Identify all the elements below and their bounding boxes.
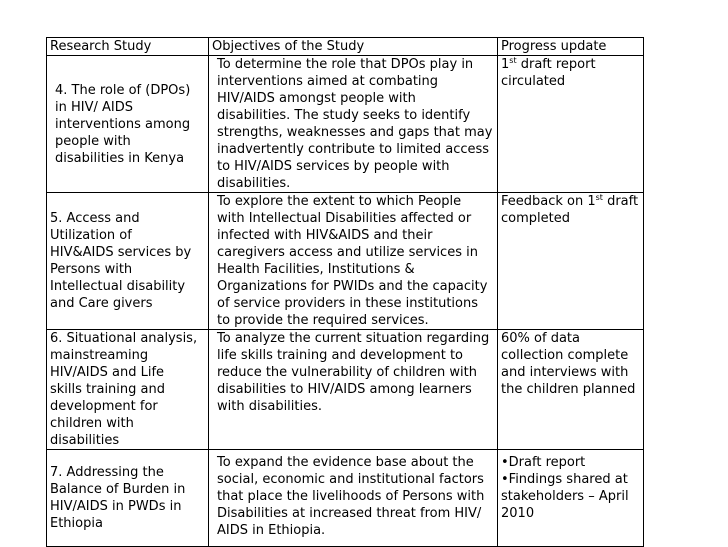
study-line: skills training and — [50, 382, 165, 397]
study-line: Utilization of — [50, 228, 132, 243]
study-cell — [47, 56, 209, 193]
progress-line: collection complete — [501, 348, 629, 363]
study-line: disabilities in Kenya — [55, 150, 185, 166]
study-line: mainstreaming — [50, 348, 149, 363]
progress-cell — [498, 330, 644, 450]
progress-line: the children planned — [501, 382, 636, 397]
study-line: Balance of Burden in — [50, 482, 186, 497]
objective-line: to HIV/AIDS services by people with — [217, 159, 450, 174]
objective-line: inadvertently contribute to limited access — [217, 142, 490, 157]
objective-line: infected with HIV&AIDS and their — [217, 228, 433, 243]
progress-prefix: 1 — [501, 57, 510, 72]
progress-prefix: Feedback on 1 — [501, 194, 596, 209]
study-line: in HIV/ AIDS — [55, 99, 133, 115]
study-line: Persons with — [50, 262, 133, 277]
objective-line: strengths, weaknesses and gaps that may — [217, 125, 493, 140]
progress-line: stakeholders – April — [501, 489, 629, 504]
objective-line: caregivers access and utilize services in — [217, 245, 478, 260]
study-cell — [47, 450, 209, 547]
objective-line: AIDS in Ethiopia. — [217, 523, 326, 538]
study-cell — [47, 330, 209, 450]
progress-line: •Findings shared at — [501, 472, 628, 487]
study-line: 4. The role of (DPOs) — [55, 82, 191, 98]
objective-line: social, economic and institutional factors — [217, 472, 484, 487]
study-line: HIV/AIDS and Life — [50, 365, 165, 380]
study-line: Intellectual disability — [50, 279, 186, 294]
progress-cell — [498, 193, 644, 330]
objective-line: reduce the vulnerability of children with — [217, 365, 477, 380]
header-objectives: Objectives of the Study — [209, 38, 498, 56]
objective-line: To expand the evidence base about the — [217, 455, 474, 470]
study-line: children with — [50, 416, 134, 431]
objective-line: Health Facilities, Institutions & — [217, 262, 415, 277]
objectives-cell — [209, 330, 498, 450]
table-row — [47, 56, 644, 193]
table-row — [47, 330, 644, 450]
header-row — [47, 38, 644, 56]
objectives-cell — [209, 56, 498, 193]
progress-line: 60% of data — [501, 331, 580, 346]
study-line: Ethiopia — [50, 516, 103, 531]
objective-line: disabilities. The study seeks to identify — [217, 108, 471, 123]
objective-line: To explore the extent to which People — [217, 194, 462, 209]
progress-suffix: draft — [602, 194, 639, 209]
objective-line: Disabilities at increased threat from HIV/ — [217, 506, 482, 521]
objective-line: that place the livelihoods of Persons with — [217, 489, 485, 504]
objective-line: with disabilities. — [217, 399, 323, 414]
study-line: HIV&AIDS services by — [50, 245, 192, 260]
study-line: 5. Access and — [50, 211, 140, 226]
progress-line: circulated — [501, 74, 566, 89]
progress-cell — [498, 56, 644, 193]
study-line: 6. Situational analysis, — [50, 331, 198, 346]
study-line: development for — [50, 399, 158, 414]
superscript-st: st — [595, 193, 603, 202]
progress-line: •Draft report — [501, 455, 586, 470]
header-progress: Progress update — [498, 38, 644, 56]
study-line: people with — [55, 133, 131, 149]
research-table — [46, 37, 644, 547]
study-line: disabilities — [50, 433, 120, 448]
objective-line: Organizations for PWIDs and the capacity — [217, 279, 488, 294]
objective-line: disabilities to HIV/AIDS among learners — [217, 382, 472, 397]
objective-line: with Intellectual Disabilities affected or — [217, 211, 472, 226]
header-research-study: Research Study — [47, 38, 209, 56]
objective-line: To analyze the current situation regarding — [217, 331, 490, 346]
progress-line: completed — [501, 211, 570, 226]
study-cell — [47, 193, 209, 330]
objective-line: To determine the role that DPOs play in — [217, 57, 474, 72]
table-row — [47, 193, 644, 330]
study-line: 7. Addressing the — [50, 465, 164, 480]
objectives-cell — [209, 450, 498, 547]
objective-line: interventions aimed at combating — [217, 74, 439, 89]
objective-line: to provide the required services. — [217, 313, 429, 328]
progress-line: and interviews with — [501, 365, 629, 380]
study-line: and Care givers — [50, 296, 153, 311]
progress-cell — [498, 450, 644, 547]
objective-line: HIV/AIDS amongst people with — [217, 91, 416, 106]
progress-line — [501, 56, 640, 73]
superscript-st: st — [509, 56, 517, 65]
progress-line — [501, 193, 640, 210]
progress-line: 2010 — [501, 506, 535, 521]
study-line: interventions among — [55, 116, 191, 132]
objectives-cell — [209, 193, 498, 330]
study-line: HIV/AIDS in PWDs in — [50, 499, 182, 514]
objective-line: life skills training and development to — [217, 348, 463, 363]
table-row — [47, 450, 644, 547]
objective-line: of service providers in these institutions — [217, 296, 478, 311]
progress-suffix: draft report — [516, 57, 596, 72]
objective-line: disabilities. — [217, 176, 291, 191]
